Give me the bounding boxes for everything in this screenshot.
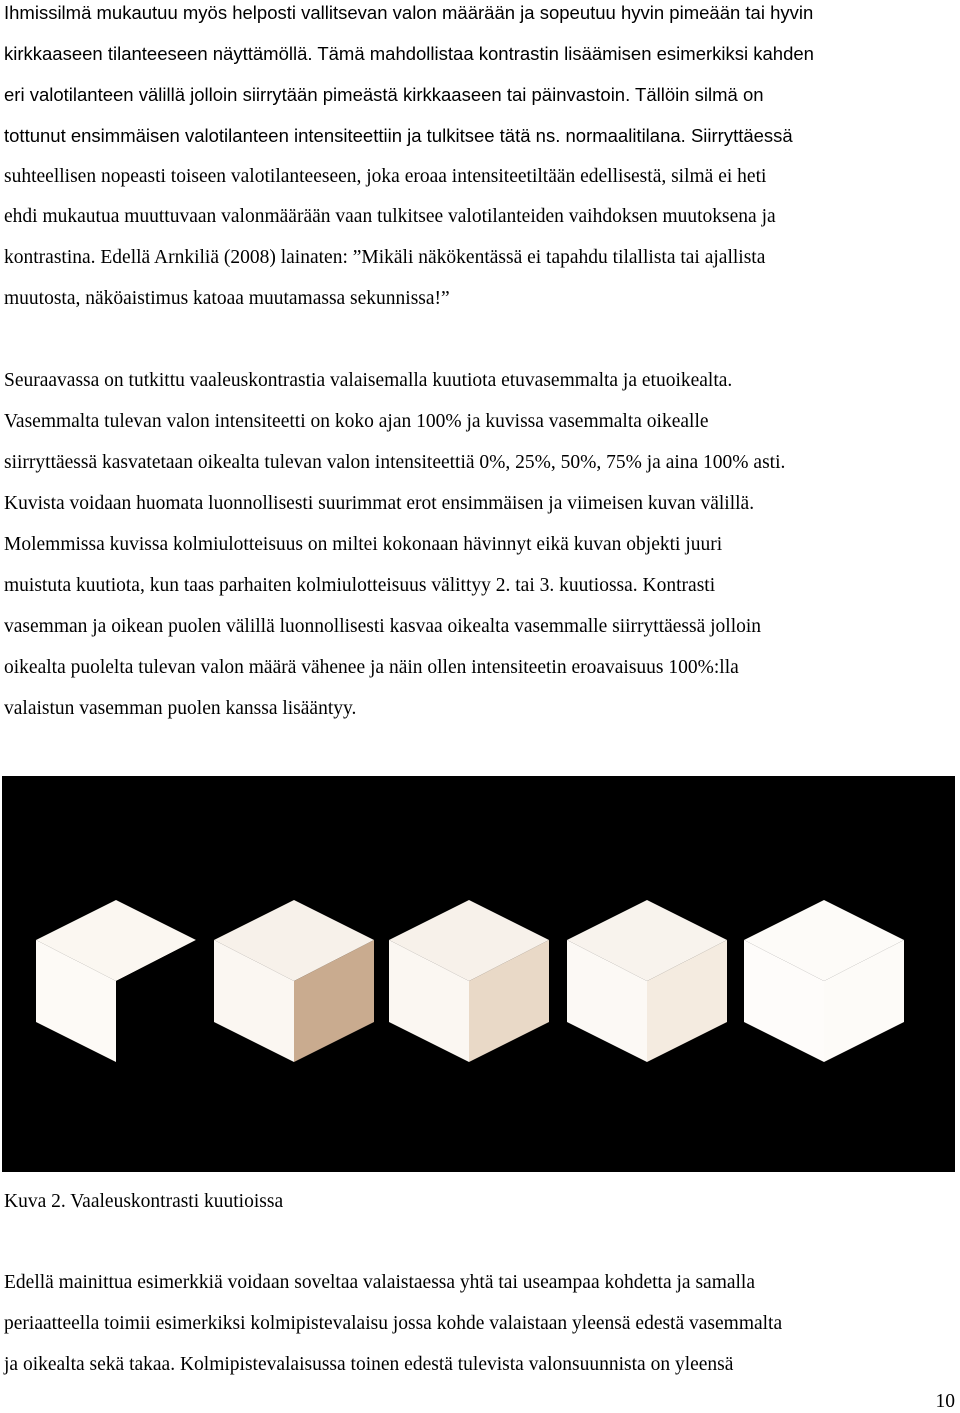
text-line: ehdi mukautua muuttuvaan valonmäärään vaan tulkitsee valotilanteiden vaihdoksen muutoksena ja bbox=[4, 206, 776, 227]
cube-illustration bbox=[2, 776, 955, 1172]
text-line: siirryttäessä kasvatetaan oikealta tulevan valon intensiteettiä 0%, 25%, 50%, 75% ja aina 100% asti. bbox=[4, 452, 786, 473]
text-line: valaistun vasemman puolen kanssa lisääntyy. bbox=[4, 698, 357, 719]
text-line: Ihmissilmä mukautuu myös helposti vallitsevan valon määrään ja sopeutuu hyvin pimeään tai hyvin bbox=[4, 2, 814, 23]
cube-5 bbox=[744, 900, 904, 1062]
cube-2 bbox=[214, 900, 374, 1062]
text-line: oikealta puolelta tulevan valon määrä vähenee ja näin ollen intensiteetin eroavaisuus 100%:lla bbox=[4, 657, 739, 678]
figure-caption: Kuva 2. Vaaleuskontrasti kuutioissa bbox=[4, 1191, 284, 1212]
text-line: ja oikealta sekä takaa. Kolmipistevalaisussa toinen edestä tulevista valonsuunnista on yleensä bbox=[4, 1354, 734, 1375]
text-line: Vasemmalta tulevan valon intensiteetti on koko ajan 100% ja kuvissa vasemmalta oikealle bbox=[4, 411, 709, 432]
cube-4 bbox=[567, 900, 727, 1062]
cube-3 bbox=[389, 900, 549, 1062]
text-line: kontrastina. Edellä Arnkiliä (2008) lainaten: ”Mikäli näkökentässä ei tapahdu tilallista tai ajallista bbox=[4, 247, 766, 268]
text-line: muistuta kuutiota, kun taas parhaiten kolmiulotteisuus välittyy 2. tai 3. kuutiossa. Kontrasti bbox=[4, 575, 716, 596]
text-line: suhteellisen nopeasti toiseen valotilanteeseen, joka eroaa intensiteetiltään edellisestä, silmä ei heti bbox=[4, 166, 767, 187]
cube-figure bbox=[2, 776, 955, 1172]
text-line: tottunut ensimmäisen valotilanteen intensiteettiin ja tulkitsee tätä ns. normaalitilana. Siirryttäessä bbox=[4, 125, 793, 146]
text-line: vasemman ja oikean puolen välillä luonnollisesti kasvaa oikealta vasemmalle siirryttäessä jolloin bbox=[4, 616, 762, 637]
cube-1 bbox=[36, 900, 196, 1062]
text-line: kirkkaaseen tilanteeseen näyttämöllä. Tämä mahdollistaa kontrastin lisäämisen esimerkiksi kahden bbox=[4, 43, 814, 64]
text-line: Kuvista voidaan huomata luonnollisesti suurimmat erot ensimmäisen ja viimeisen kuvan välillä. bbox=[4, 493, 755, 514]
text-line: eri valotilanteen välillä jolloin siirrytään pimeästä kirkkaaseen tai päinvastoin. Tällöin silmä on bbox=[4, 84, 764, 105]
text-line: muutosta, näköaistimus katoaa muutamassa sekunnissa!” bbox=[4, 288, 450, 309]
text-line: periaatteella toimii esimerkiksi kolmipistevalaisu jossa kohde valaistaan yleensä edestä vasemmalta bbox=[4, 1313, 783, 1334]
text-line: Seuraavassa on tutkittu vaaleuskontrastia valaisemalla kuutiota etuvasemmalta ja etuoikealta. bbox=[4, 370, 733, 391]
page-number: 10 bbox=[935, 1391, 955, 1412]
text-line: Molemmissa kuvissa kolmiulotteisuus on miltei kokonaan hävinnyt eikä kuvan objekti juuri bbox=[4, 534, 723, 555]
text-line: Edellä mainittua esimerkkiä voidaan soveltaa valaistaessa yhtä tai useampaa kohdetta ja samalla bbox=[4, 1272, 756, 1293]
